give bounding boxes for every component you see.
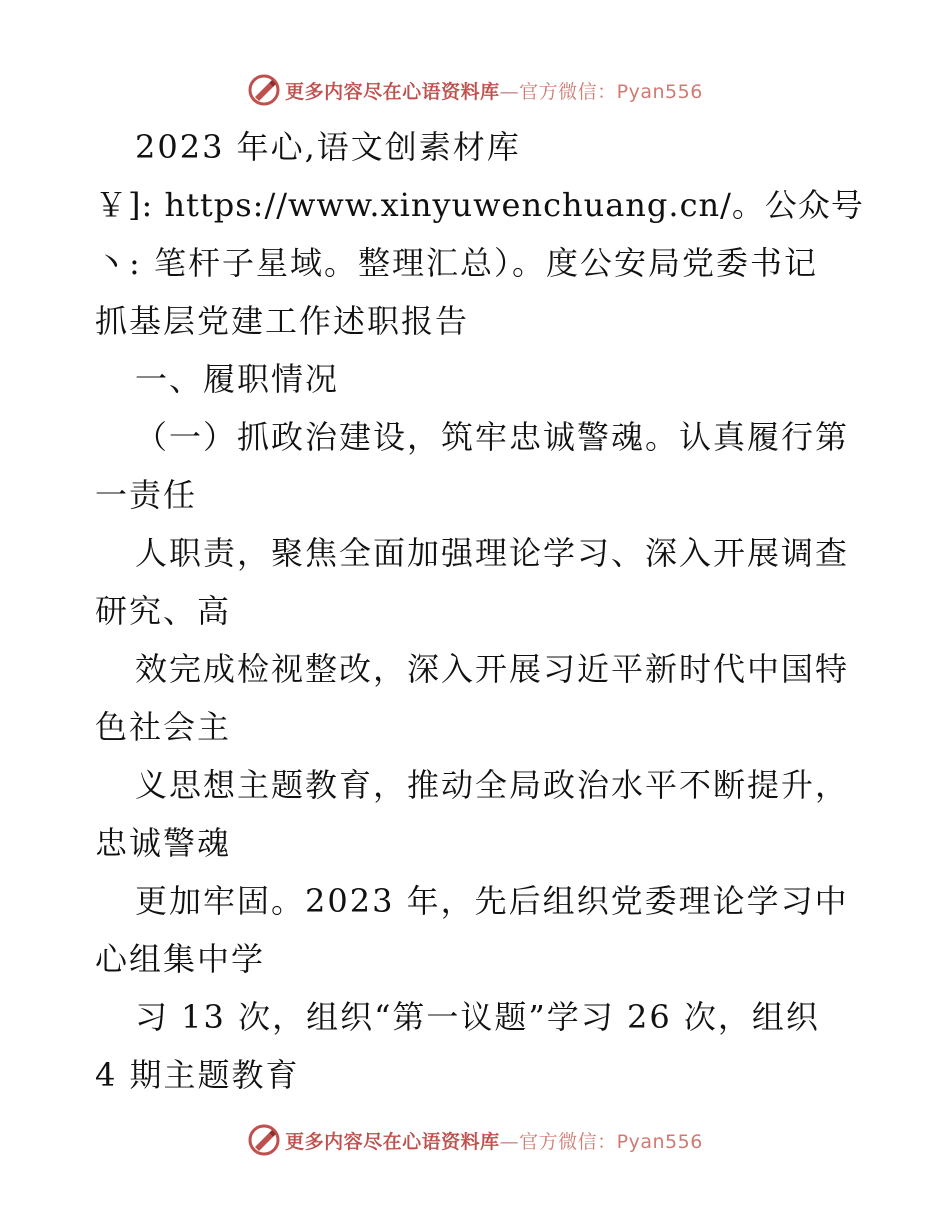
doc-line: 一责任: [95, 476, 198, 514]
doc-line: （一）抓政治建设，筑牢忠诚警魂。认真履行第: [135, 418, 850, 456]
watermark-contact: 官方微信：Pyan556: [519, 1130, 703, 1153]
section-heading: 一、履职情况: [135, 360, 340, 398]
doc-line: 抓基层党建工作述职报告: [95, 302, 470, 340]
watermark-text: [285, 77, 703, 104]
watermark-header: [0, 70, 950, 110]
doc-line: 研究、高: [95, 592, 232, 630]
doc-line: 习 13 次，组织“第一议题”学习 26 次，组织: [135, 998, 820, 1036]
watermark-contact: 官方微信：Pyan556: [519, 80, 703, 103]
document-body: [95, 118, 864, 1104]
doc-line: 4 期主题教育: [95, 1056, 300, 1094]
watermark-footer: [0, 1120, 950, 1160]
pen-logo-icon: [247, 1123, 281, 1157]
doc-line: ￥]: https://www.xinyuwenchuang.cn/。公众号: [95, 186, 864, 224]
watermark-brand: 更多内容尽在心语资料库: [285, 1130, 500, 1153]
doc-line: 效完成检视整改，深入开展习近平新时代中国特: [135, 650, 850, 688]
doc-line: 心组集中学: [95, 940, 266, 978]
pen-logo-icon: [247, 73, 281, 107]
doc-line: 更加牢固。2023 年，先后组织党委理论学习中: [135, 882, 849, 920]
doc-line: 忠诚警魂: [95, 824, 232, 862]
watermark-brand: 更多内容尽在心语资料库: [285, 80, 500, 103]
doc-line: 色社会主: [95, 708, 232, 746]
watermark-text: [285, 1127, 703, 1154]
doc-line: 义思想主题教育，推动全局政治水平不断提升，: [135, 766, 850, 804]
watermark-dash: —: [499, 1130, 520, 1153]
watermark-dash: —: [499, 80, 520, 103]
doc-line: 2023 年心,语文创素材库: [135, 128, 521, 166]
doc-line: 人职责，聚焦全面加强理论学习、深入开展调查: [135, 534, 850, 572]
doc-line: 丶: 笔杆子星域。整理汇总）。度公安局党委书记: [95, 244, 818, 282]
